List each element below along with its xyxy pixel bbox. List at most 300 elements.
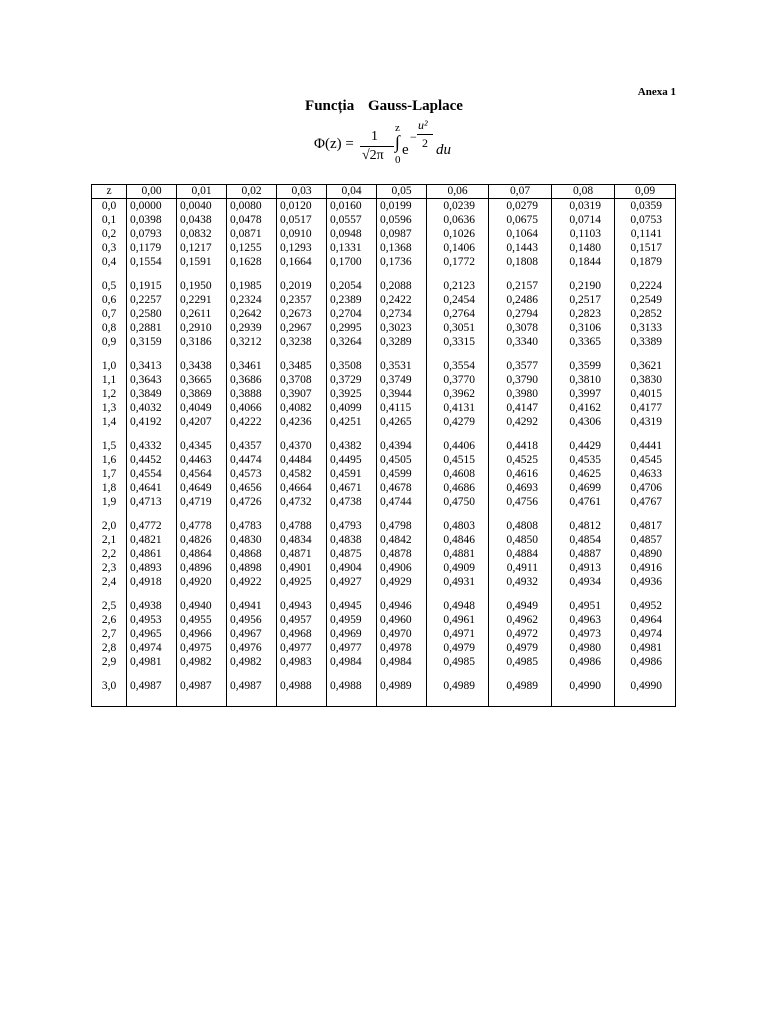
column-header: 0,08 [552, 185, 615, 199]
phi-value-cell: 0,4370 [277, 429, 327, 453]
phi-value-cell: 0,4713 [127, 495, 177, 509]
phi-value-cell: 0,3340 [489, 335, 552, 349]
z-value-cell: 2,8 [92, 641, 127, 655]
phi-value-cell: 0,4959 [327, 613, 377, 627]
table-row [92, 387, 676, 401]
phi-value-cell: 0,4830 [227, 533, 277, 547]
phi-value-cell: 0,4591 [327, 467, 377, 481]
table-row [92, 349, 676, 373]
phi-value-cell: 0,1554 [127, 255, 177, 269]
column-header: 0,09 [615, 185, 676, 199]
formula-lower-limit: 0 [395, 154, 401, 166]
column-header-z: z [92, 185, 127, 199]
phi-value-cell: 0,4974 [615, 627, 676, 641]
phi-value-cell: 0,4884 [489, 547, 552, 561]
phi-value-cell: 0,3907 [277, 387, 327, 401]
phi-value-cell: 0,4778 [177, 509, 227, 533]
phi-value-cell: 0,2642 [227, 307, 277, 321]
phi-value-cell: 0,4969 [327, 627, 377, 641]
phi-value-cell: 0,3508 [327, 349, 377, 373]
phi-value-cell: 0,2357 [277, 293, 327, 307]
phi-value-cell: 0,2794 [489, 307, 552, 321]
phi-value-cell: 0,4980 [552, 641, 615, 655]
phi-value-cell: 0,4049 [177, 401, 227, 415]
z-value-cell: 0,7 [92, 307, 127, 321]
phi-value-cell: 0,4767 [615, 495, 676, 509]
z-value-cell: 1,6 [92, 453, 127, 467]
phi-value-cell: 0,4911 [489, 561, 552, 575]
phi-value-cell: 0,4332 [127, 429, 177, 453]
phi-value-cell: 0,1808 [489, 255, 552, 269]
phi-value-cell: 0,4898 [227, 561, 277, 575]
phi-value-cell: 0,4927 [327, 575, 377, 589]
phi-value-cell: 0,4982 [227, 655, 277, 669]
phi-value-cell: 0,2054 [327, 269, 377, 293]
phi-value-cell: 0,3461 [227, 349, 277, 373]
table-row [92, 415, 676, 429]
column-header: 0,00 [127, 185, 177, 199]
phi-value-cell: 0,0359 [615, 199, 676, 214]
phi-value-cell: 0,4099 [327, 401, 377, 415]
phi-value-cell: 0,2704 [327, 307, 377, 321]
phi-value-cell: 0,4382 [327, 429, 377, 453]
phi-value-cell: 0,3078 [489, 321, 552, 335]
table-row [92, 641, 676, 655]
phi-value-cell: 0,1293 [277, 241, 327, 255]
phi-value-cell: 0,4693 [489, 481, 552, 495]
phi-value-cell: 0,4738 [327, 495, 377, 509]
phi-value-cell: 0,4147 [489, 401, 552, 415]
phi-value-cell: 0,3106 [552, 321, 615, 335]
phi-value-cell: 0,0910 [277, 227, 327, 241]
phi-value-cell: 0,3315 [427, 335, 489, 349]
z-value-cell: 1,5 [92, 429, 127, 453]
phi-value-cell: 0,4931 [427, 575, 489, 589]
phi-value-cell: 0,4881 [427, 547, 489, 561]
phi-value-cell: 0,4608 [427, 467, 489, 481]
phi-value-cell: 0,4292 [489, 415, 552, 429]
phi-value-cell: 0,4474 [227, 453, 277, 467]
phi-value-cell: 0,3051 [427, 321, 489, 335]
phi-value-cell: 0,4732 [277, 495, 327, 509]
phi-value-cell: 0,4983 [277, 655, 327, 669]
formula-exp-bar [417, 134, 433, 135]
phi-value-cell: 0,3770 [427, 373, 489, 387]
phi-value-cell: 0,4887 [552, 547, 615, 561]
phi-value-cell: 0,3599 [552, 349, 615, 373]
phi-value-cell: 0,4406 [427, 429, 489, 453]
phi-value-cell: 0,4990 [552, 669, 615, 707]
phi-value-cell: 0,4963 [552, 613, 615, 627]
z-value-cell: 0,4 [92, 255, 127, 269]
phi-value-cell: 0,0793 [127, 227, 177, 241]
phi-value-cell: 0,2123 [427, 269, 489, 293]
phi-value-cell: 0,4925 [277, 575, 327, 589]
phi-value-cell: 0,4918 [127, 575, 177, 589]
phi-value-cell: 0,4964 [615, 613, 676, 627]
phi-value-cell: 0,2454 [427, 293, 489, 307]
table-row [92, 575, 676, 589]
phi-value-cell: 0,4982 [177, 655, 227, 669]
phi-value-cell: 0,4989 [427, 669, 489, 707]
phi-value-cell: 0,4854 [552, 533, 615, 547]
table-row [92, 321, 676, 335]
title-word-function: Funcția [305, 98, 355, 114]
phi-value-cell: 0,4976 [227, 641, 277, 655]
table-row [92, 199, 676, 214]
z-value-cell: 0,2 [92, 227, 127, 241]
z-value-cell: 1,3 [92, 401, 127, 415]
z-value-cell: 1,4 [92, 415, 127, 429]
z-value-cell: 2,5 [92, 589, 127, 613]
phi-value-cell: 0,3365 [552, 335, 615, 349]
z-value-cell: 2,6 [92, 613, 127, 627]
phi-value-cell: 0,4893 [127, 561, 177, 575]
phi-value-cell: 0,4838 [327, 533, 377, 547]
phi-value-cell: 0,1331 [327, 241, 377, 255]
phi-value-cell: 0,4986 [552, 655, 615, 669]
phi-value-cell: 0,2764 [427, 307, 489, 321]
phi-value-cell: 0,3264 [327, 335, 377, 349]
phi-value-cell: 0,2224 [615, 269, 676, 293]
phi-value-cell: 0,4986 [615, 655, 676, 669]
formula-exp-base: e [402, 142, 409, 158]
phi-value-cell: 0,4913 [552, 561, 615, 575]
phi-value-cell: 0,4564 [177, 467, 227, 481]
phi-value-cell: 0,4965 [127, 627, 177, 641]
phi-value-cell: 0,4909 [427, 561, 489, 575]
phi-value-cell: 0,2019 [277, 269, 327, 293]
phi-value-cell: 0,2324 [227, 293, 277, 307]
phi-value-cell: 0,4875 [327, 547, 377, 561]
phi-value-cell: 0,1772 [427, 255, 489, 269]
table-row [92, 429, 676, 453]
phi-value-cell: 0,4649 [177, 481, 227, 495]
phi-value-cell: 0,3238 [277, 335, 327, 349]
phi-value-cell: 0,4961 [427, 613, 489, 627]
phi-value-cell: 0,4319 [615, 415, 676, 429]
table-row [92, 613, 676, 627]
phi-value-cell: 0,1443 [489, 241, 552, 255]
phi-value-cell: 0,4974 [127, 641, 177, 655]
phi-value-cell: 0,4987 [177, 669, 227, 707]
phi-value-cell: 0,1406 [427, 241, 489, 255]
phi-value-cell: 0,4842 [377, 533, 427, 547]
table-row [92, 227, 676, 241]
phi-value-cell: 0,4920 [177, 575, 227, 589]
phi-value-cell: 0,4463 [177, 453, 227, 467]
phi-value-cell: 0,4989 [489, 669, 552, 707]
phi-value-cell: 0,4916 [615, 561, 676, 575]
table-row [92, 561, 676, 575]
table-row [92, 255, 676, 269]
phi-value-cell: 0,4978 [377, 641, 427, 655]
phi-value-cell: 0,1915 [127, 269, 177, 293]
phi-value-cell: 0,0636 [427, 213, 489, 227]
phi-value-cell: 0,4788 [277, 509, 327, 533]
table-row [92, 401, 676, 415]
phi-value-cell: 0,4864 [177, 547, 227, 561]
phi-value-cell: 0,1700 [327, 255, 377, 269]
phi-value-cell: 0,4938 [127, 589, 177, 613]
phi-value-cell: 0,2486 [489, 293, 552, 307]
phi-value-cell: 0,4515 [427, 453, 489, 467]
z-value-cell: 1,9 [92, 495, 127, 509]
phi-value-cell: 0,3159 [127, 335, 177, 349]
phi-value-cell: 0,3485 [277, 349, 327, 373]
phi-value-cell: 0,3686 [227, 373, 277, 387]
annex-label: Anexa 1 [637, 86, 676, 98]
phi-value-cell: 0,1103 [552, 227, 615, 241]
phi-value-cell: 0,0714 [552, 213, 615, 227]
phi-value-cell: 0,4756 [489, 495, 552, 509]
phi-value-cell: 0,3888 [227, 387, 277, 401]
phi-value-cell: 0,4625 [552, 467, 615, 481]
phi-value-cell: 0,4177 [615, 401, 676, 415]
phi-value-cell: 0,2910 [177, 321, 227, 335]
phi-value-cell: 0,4985 [427, 655, 489, 669]
phi-value-cell: 0,1064 [489, 227, 552, 241]
phi-value-cell: 0,4706 [615, 481, 676, 495]
phi-value-cell: 0,4535 [552, 453, 615, 467]
z-value-cell: 0,0 [92, 199, 127, 214]
phi-value-cell: 0,3749 [377, 373, 427, 387]
phi-value-cell: 0,4554 [127, 467, 177, 481]
phi-value-cell: 0,4082 [277, 401, 327, 415]
phi-value-cell: 0,4966 [177, 627, 227, 641]
z-value-cell: 3,0 [92, 669, 127, 707]
phi-value-cell: 0,4265 [377, 415, 427, 429]
z-value-cell: 2,0 [92, 509, 127, 533]
phi-value-cell: 0,0557 [327, 213, 377, 227]
phi-value-cell: 0,4452 [127, 453, 177, 467]
phi-value-cell: 0,4761 [552, 495, 615, 509]
phi-value-cell: 0,4936 [615, 575, 676, 589]
z-value-cell: 2,9 [92, 655, 127, 669]
phi-value-cell: 0,0239 [427, 199, 489, 214]
phi-value-cell: 0,4929 [377, 575, 427, 589]
phi-value-cell: 0,4441 [615, 429, 676, 453]
phi-value-cell: 0,4977 [277, 641, 327, 655]
phi-value-cell: 0,4505 [377, 453, 427, 467]
table-row [92, 467, 676, 481]
z-value-cell: 0,3 [92, 241, 127, 255]
phi-value-cell: 0,4850 [489, 533, 552, 547]
table-row [92, 481, 676, 495]
phi-value-cell: 0,4793 [327, 509, 377, 533]
phi-value-cell: 0,4525 [489, 453, 552, 467]
phi-value-cell: 0,4222 [227, 415, 277, 429]
phi-value-cell: 0,3289 [377, 335, 427, 349]
phi-value-cell: 0,4967 [227, 627, 277, 641]
phi-value-cell: 0,4955 [177, 613, 227, 627]
phi-value-cell: 0,4989 [377, 669, 427, 707]
phi-value-cell: 0,4394 [377, 429, 427, 453]
phi-value-cell: 0,4545 [615, 453, 676, 467]
table-row [92, 307, 676, 321]
z-value-cell: 0,8 [92, 321, 127, 335]
phi-value-cell: 0,4032 [127, 401, 177, 415]
table-row [92, 589, 676, 613]
table-row [92, 627, 676, 641]
phi-value-cell: 0,0000 [127, 199, 177, 214]
phi-value-cell: 0,2611 [177, 307, 227, 321]
phi-value-cell: 0,4946 [377, 589, 427, 613]
phi-value-cell: 0,1628 [227, 255, 277, 269]
phi-value-cell: 0,2389 [327, 293, 377, 307]
phi-value-cell: 0,4973 [552, 627, 615, 641]
phi-value-cell: 0,0438 [177, 213, 227, 227]
phi-value-cell: 0,4699 [552, 481, 615, 495]
phi-value-cell: 0,4977 [327, 641, 377, 655]
phi-value-cell: 0,4943 [277, 589, 327, 613]
phi-value-cell: 0,4719 [177, 495, 227, 509]
phi-value-cell: 0,4192 [127, 415, 177, 429]
phi-value-cell: 0,4962 [489, 613, 552, 627]
phi-value-cell: 0,4251 [327, 415, 377, 429]
phi-value-cell: 0,3665 [177, 373, 227, 387]
phi-value-cell: 0,3621 [615, 349, 676, 373]
table-row [92, 453, 676, 467]
phi-value-cell: 0,1517 [615, 241, 676, 255]
phi-value-cell: 0,4656 [227, 481, 277, 495]
phi-value-cell: 0,4957 [277, 613, 327, 627]
phi-value-cell: 0,1591 [177, 255, 227, 269]
phi-value-cell: 0,3869 [177, 387, 227, 401]
phi-value-cell: 0,4984 [327, 655, 377, 669]
phi-value-cell: 0,2580 [127, 307, 177, 321]
formula-exp-numerator: u² [418, 118, 428, 132]
phi-value-cell: 0,4207 [177, 415, 227, 429]
phi-value-cell: 0,3531 [377, 349, 427, 373]
phi-value-cell: 0,4990 [615, 669, 676, 707]
phi-value-cell: 0,4345 [177, 429, 227, 453]
table-row [92, 335, 676, 349]
phi-value-cell: 0,4868 [227, 547, 277, 561]
phi-value-cell: 0,4945 [327, 589, 377, 613]
z-value-cell: 1,0 [92, 349, 127, 373]
phi-value-cell: 0,4857 [615, 533, 676, 547]
phi-value-cell: 0,0319 [552, 199, 615, 214]
z-value-cell: 2,2 [92, 547, 127, 561]
phi-value-cell: 0,2995 [327, 321, 377, 335]
phi-value-cell: 0,4750 [427, 495, 489, 509]
phi-value-cell: 0,0987 [377, 227, 427, 241]
phi-value-cell: 0,2967 [277, 321, 327, 335]
formula-exp-minus: − [410, 130, 417, 144]
phi-value-cell: 0,4772 [127, 509, 177, 533]
phi-value-cell: 0,4808 [489, 509, 552, 533]
phi-value-cell: 0,1736 [377, 255, 427, 269]
formula-upper-limit: z [395, 122, 400, 134]
phi-value-cell: 0,0199 [377, 199, 427, 214]
phi-value-cell: 0,4726 [227, 495, 277, 509]
phi-value-cell: 0,3980 [489, 387, 552, 401]
table-row [92, 669, 676, 707]
phi-value-cell: 0,1368 [377, 241, 427, 255]
phi-value-cell: 0,4934 [552, 575, 615, 589]
phi-value-cell: 0,2939 [227, 321, 277, 335]
phi-value-cell: 0,4901 [277, 561, 327, 575]
phi-value-cell: 0,4968 [277, 627, 327, 641]
phi-value-cell: 0,3577 [489, 349, 552, 373]
title-word-gauss-laplace: Gauss-Laplace [367, 98, 463, 114]
phi-value-cell: 0,4988 [327, 669, 377, 707]
phi-value-cell: 0,3023 [377, 321, 427, 335]
column-header: 0,03 [277, 185, 327, 199]
phi-value-cell: 0,2157 [489, 269, 552, 293]
phi-value-cell: 0,4949 [489, 589, 552, 613]
phi-value-cell: 0,4066 [227, 401, 277, 415]
phi-value-cell: 0,3413 [127, 349, 177, 373]
z-value-cell: 0,1 [92, 213, 127, 227]
column-header: 0,05 [377, 185, 427, 199]
phi-value-cell: 0,4484 [277, 453, 327, 467]
table-row [92, 495, 676, 509]
phi-value-cell: 0,4904 [327, 561, 377, 575]
formula-numerator: 1 [371, 129, 378, 144]
phi-value-cell: 0,4932 [489, 575, 552, 589]
z-value-cell: 0,9 [92, 335, 127, 349]
phi-value-cell: 0,4495 [327, 453, 377, 467]
table-row [92, 655, 676, 669]
phi-value-cell: 0,4871 [277, 547, 327, 561]
phi-value-cell: 0,4616 [489, 467, 552, 481]
gauss-laplace-table [91, 184, 676, 707]
phi-value-cell: 0,4988 [277, 669, 327, 707]
table-row [92, 533, 676, 547]
phi-value-cell: 0,0753 [615, 213, 676, 227]
phi-value-cell: 0,1179 [127, 241, 177, 255]
phi-value-cell: 0,3997 [552, 387, 615, 401]
laplace-formula [314, 118, 494, 174]
phi-value-cell: 0,4896 [177, 561, 227, 575]
phi-value-cell: 0,4582 [277, 467, 327, 481]
phi-value-cell: 0,4984 [377, 655, 427, 669]
phi-value-cell: 0,3790 [489, 373, 552, 387]
phi-value-cell: 0,4985 [489, 655, 552, 669]
phi-value-cell: 0,0948 [327, 227, 377, 241]
phi-value-cell: 0,3643 [127, 373, 177, 387]
phi-value-cell: 0,4960 [377, 613, 427, 627]
phi-value-cell: 0,2190 [552, 269, 615, 293]
phi-value-cell: 0,3729 [327, 373, 377, 387]
table-header-row [92, 185, 676, 199]
phi-value-cell: 0,2673 [277, 307, 327, 321]
z-value-cell: 2,3 [92, 561, 127, 575]
integral-sign: ∫ [395, 132, 400, 152]
phi-value-cell: 0,4641 [127, 481, 177, 495]
column-header: 0,02 [227, 185, 277, 199]
phi-value-cell: 0,4357 [227, 429, 277, 453]
z-value-cell: 2,1 [92, 533, 127, 547]
phi-value-cell: 0,4686 [427, 481, 489, 495]
phi-value-cell: 0,4429 [552, 429, 615, 453]
phi-value-cell: 0,4878 [377, 547, 427, 561]
phi-value-cell: 0,2881 [127, 321, 177, 335]
phi-value-cell: 0,4162 [552, 401, 615, 415]
phi-value-cell: 0,3962 [427, 387, 489, 401]
formula-lhs: Φ(z) = [314, 136, 354, 152]
phi-value-cell: 0,4015 [615, 387, 676, 401]
phi-value-cell: 0,4131 [427, 401, 489, 415]
phi-value-cell: 0,4783 [227, 509, 277, 533]
table-body [92, 199, 676, 707]
phi-value-cell: 0,4906 [377, 561, 427, 575]
phi-value-cell: 0,0517 [277, 213, 327, 227]
phi-value-cell: 0,4971 [427, 627, 489, 641]
phi-value-cell: 0,2422 [377, 293, 427, 307]
